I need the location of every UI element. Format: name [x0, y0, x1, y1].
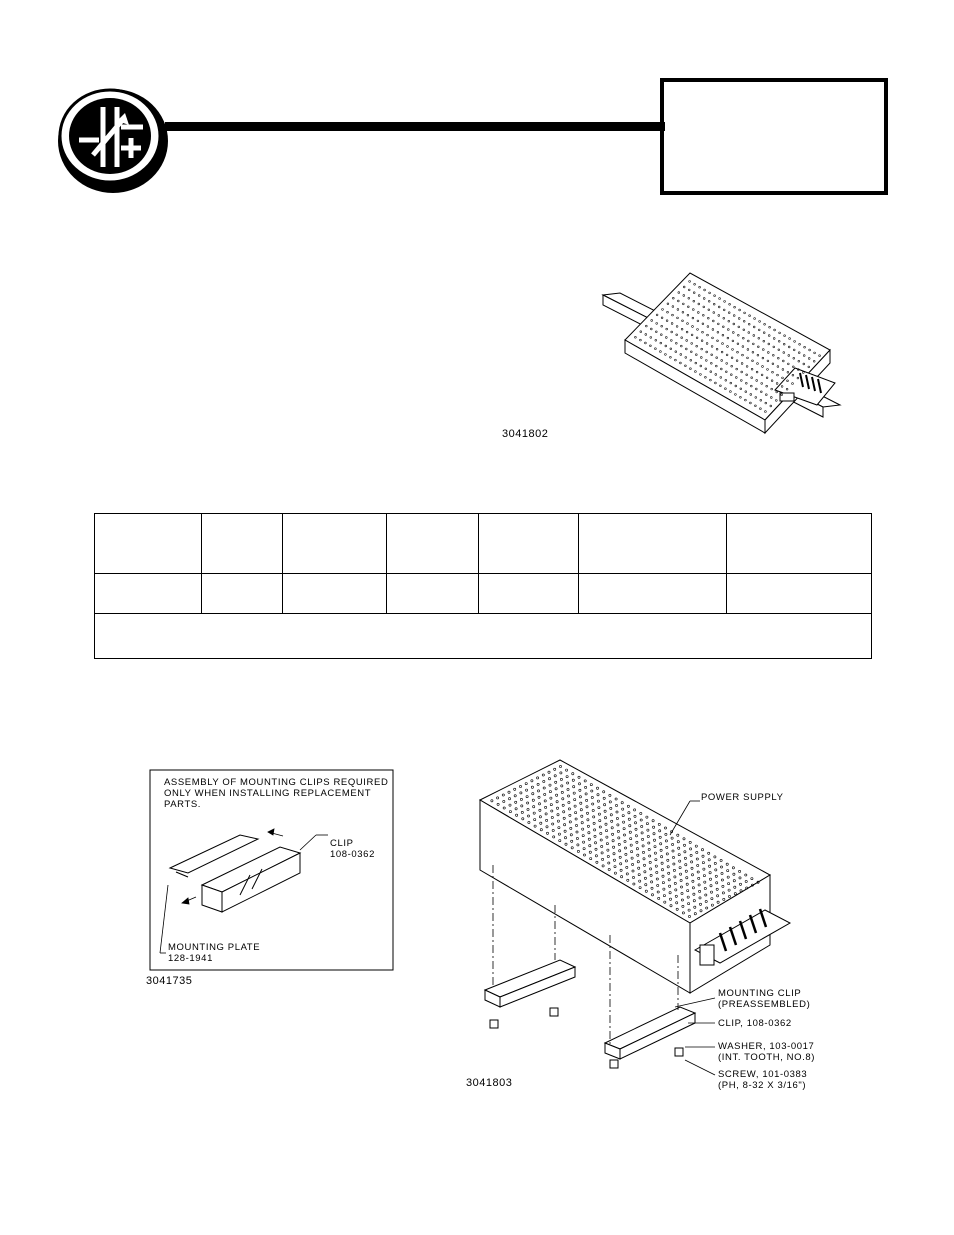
figure-number: 3041803: [466, 1077, 513, 1089]
screw-note: (PH, 8-32 X 3/16"): [718, 1080, 807, 1091]
clip-part-number: 108-0362: [330, 849, 375, 860]
clip-detail-note-line1: ASSEMBLY OF MOUNTING CLIPS REQUIRED: [164, 777, 389, 788]
table-cell: [95, 574, 202, 614]
mounting-plate-label: MOUNTING PLATE: [168, 942, 261, 953]
table-cell: [202, 574, 283, 614]
power-supply-assembly-drawing: [460, 755, 860, 1095]
table-cell: [479, 574, 579, 614]
power-supply-label: POWER SUPPLY: [701, 792, 784, 803]
mounting-clip-detail-drawing: [140, 765, 400, 995]
table-row: [95, 574, 872, 614]
screw-callout: SCREW, 101-0383: [718, 1069, 808, 1080]
mounting-clip-label: MOUNTING CLIP: [718, 988, 802, 999]
figure-number: 3041802: [502, 428, 549, 440]
figure-number: 3041735: [146, 975, 193, 987]
table-cell: [579, 514, 727, 574]
header-rule: [165, 122, 665, 131]
table-cell: [479, 514, 579, 574]
table-cell: [579, 574, 727, 614]
table-cell: [387, 574, 479, 614]
company-logo: [55, 85, 175, 195]
clip-label: CLIP: [330, 838, 354, 849]
power-supply-product-drawing: [585, 265, 845, 435]
table-cell: [202, 514, 283, 574]
specification-table: [94, 513, 872, 659]
table-cell: [283, 574, 387, 614]
table-cell: [283, 514, 387, 574]
table-cell: [387, 514, 479, 574]
table-footer-cell: [95, 614, 872, 659]
table-cell: [727, 514, 872, 574]
table-cell: [727, 574, 872, 614]
table-header-row: [95, 514, 872, 574]
clip-detail-note-line2: ONLY WHEN INSTALLING REPLACEMENT: [164, 788, 372, 799]
mounting-plate-part-number: 128-1941: [168, 953, 213, 964]
washer-note: (INT. TOOTH, NO.8): [718, 1052, 816, 1063]
document-number-box: [660, 78, 888, 195]
mounting-clip-note: (PREASSEMBLED): [718, 999, 811, 1010]
table-cell: [95, 514, 202, 574]
washer-callout: WASHER, 103-0017: [718, 1041, 815, 1052]
clip-detail-note-line3: PARTS.: [164, 799, 202, 810]
clip-callout: CLIP, 108-0362: [718, 1018, 792, 1029]
table-footer-row: [95, 614, 872, 659]
